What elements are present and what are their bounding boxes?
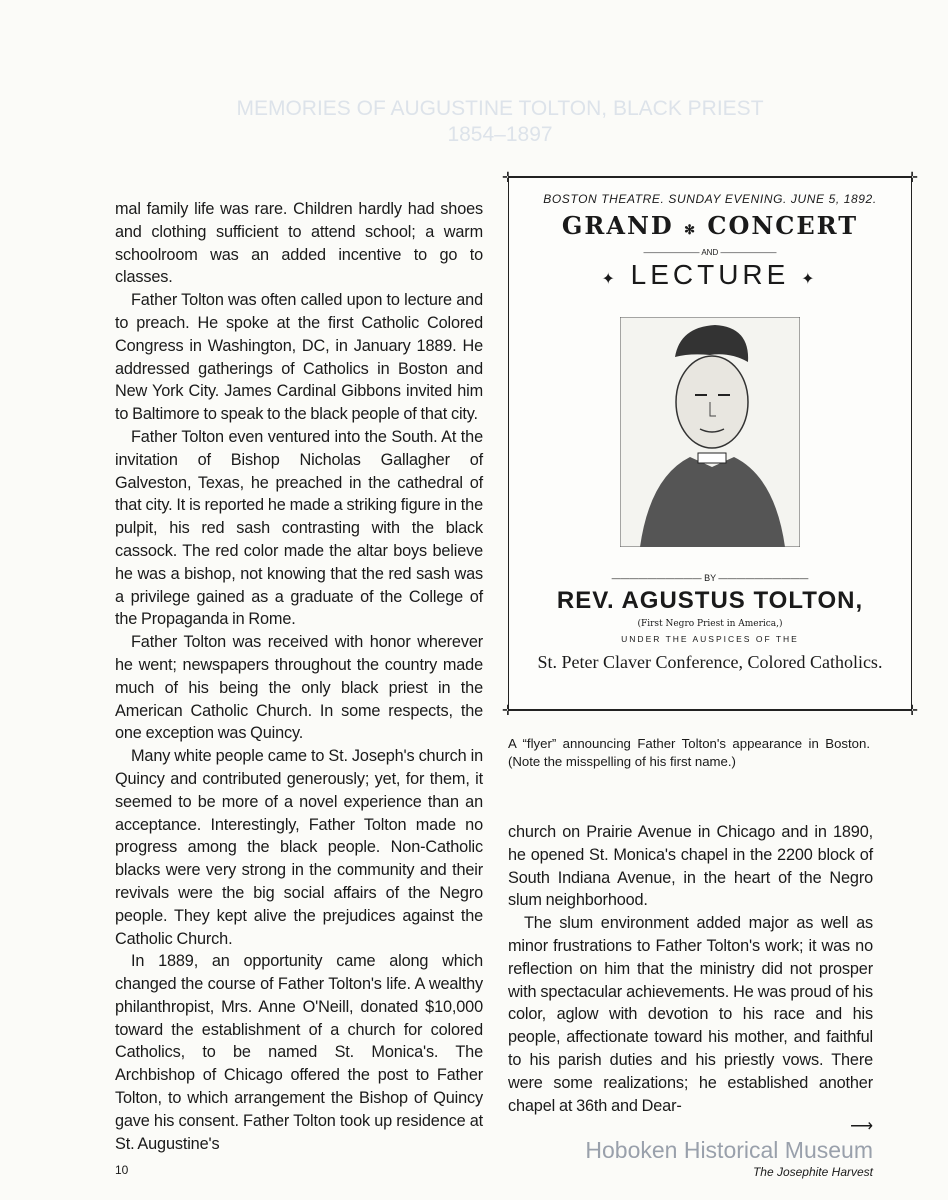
figure-caption: A “flyer” announcing Father Tolton's appearance in Boston. (Note the misspelling of his first name.)	[508, 736, 870, 769]
paragraph: mal family life was rare. Children hardly had shoes and clothing sufficient to attend school; a warm schoolroom was an added incentive to go to classes.	[115, 200, 483, 287]
left-column-wrapper	[115, 198, 483, 1178]
bleed-through-title: MEMORIES OF AUGUSTINE TOLTON, BLACK PRIEST	[236, 97, 764, 120]
corner-ornament-icon: ✛	[502, 702, 514, 718]
bleed-through-heading	[150, 96, 850, 148]
paragraph: Father Tolton was received with honor wherever he went; newspapers throughout the country made much of his being the only black priest in the American Catholic Church. In some respects, the one exception was Quincy.	[115, 633, 483, 743]
flyer-grand: GRAND	[561, 211, 674, 240]
paragraph: The slum environment added major as well as minor frustrations to Father Tolton's work; it was no reflection on him that the ministry did not prosper with spectacular achievements. He was proud of his color, aglow with devotion to his race and his people, affectionate toward his mother, and faithful to his parish duties and his priestly vows. There were some realizations; he established another chapel at 36th and Dear-	[508, 914, 873, 1115]
flyer-lecture-text: LECTURE	[630, 259, 790, 290]
flyer-conference: St. Peter Claver Conference, Colored Catholics.	[537, 652, 883, 672]
paragraph: Many white people came to St. Joseph's church in Quincy and contributed generously; yet, for them, it seemed to be more of a novel experience than an acceptance. Interestingly, Father Tolton made no progress among the black people. Non-Catholic blacks were very strong in the community and their revivals were the big social affairs of the Negro people. They kept alive the prejudices against the Catholic Church.	[115, 747, 483, 948]
page-number: 10	[115, 1163, 129, 1178]
concert-flyer	[502, 169, 918, 718]
flyer-subtitle: (First Negro Priest in America,)	[637, 619, 783, 629]
priest-portrait	[620, 317, 800, 547]
ornament-icon: ✦	[801, 271, 819, 288]
paragraph: In 1889, an opportunity came along which changed the course of Father Tolton's life. A wealthy philanthropist, Mrs. Anne O'Neill, donated $10,000 toward the establishment of a church for colored Catholics, to be named St. Monica's. The Archbishop of Chicago offered the post to Father Tolton, to which arrangement the Bishop of Quincy gave his consent. Father Tolton took up residence at St. Augustine's	[115, 952, 483, 1153]
ornament-icon: ✻	[684, 223, 697, 238]
flyer-auspices: UNDER THE AUSPICES OF THE	[621, 634, 799, 644]
right-column-wrapper	[502, 169, 918, 1180]
flyer-by-text: BY	[704, 573, 716, 583]
corner-ornament-icon: ✛	[502, 169, 514, 185]
watermark: Hoboken Historical Museum	[585, 1137, 873, 1164]
corner-ornament-icon: ✛	[906, 169, 918, 185]
left-column	[115, 198, 483, 1155]
ornament-icon: ✦	[601, 271, 619, 288]
continue-arrow-icon: ⟶	[850, 1118, 873, 1136]
flyer-grand-concert	[509, 211, 911, 246]
flyer-and: ——————— AND ———————	[643, 248, 777, 257]
journal-name: The Josephite Harvest	[752, 1165, 873, 1180]
flyer-name: REV. AGUSTUS TOLTON,	[556, 587, 864, 614]
corner-ornament-icon: ✛	[906, 702, 918, 718]
flyer-header: BOSTON THEATRE. SUNDAY EVENING. JUNE 5, 1892.	[543, 192, 877, 206]
paragraph: Father Tolton even ventured into the South. At the invitation of Bishop Nicholas Gallagher of Galveston, Texas, he preached in the cathedral of that city. It is reported he made a striking figure in the pulpit, his red sash contrasting with the black cassock. The red color made the altar boys believe he was a bishop, not knowing that the red sash was a privilege gained as a graduate of the College of the Propaganda in Rome.	[115, 427, 483, 629]
flyer-and-text: AND	[701, 248, 719, 257]
right-column	[508, 821, 873, 1117]
flyer-concert: CONCERT	[707, 211, 859, 240]
paragraph: Father Tolton was often called upon to lecture and to preach. He spoke at the first Catholic Colored Congress in Washington, DC, in January 1889. He addressed gatherings of Catholics in Boston and New York City. James Cardinal Gibbons invited him to Baltimore to speak to the black people of that city.	[115, 291, 483, 424]
flyer-by: —————————— BY ——————————	[611, 573, 809, 583]
flyer-lecture	[509, 258, 911, 297]
bleed-through-years: 1854–1897	[447, 123, 553, 146]
paragraph: church on Prairie Avenue in Chicago and in 1890, he opened St. Monica's chapel in the 2200 block of South Indiana Avenue, in the heart of the Negro slum neighborhood.	[508, 823, 873, 910]
